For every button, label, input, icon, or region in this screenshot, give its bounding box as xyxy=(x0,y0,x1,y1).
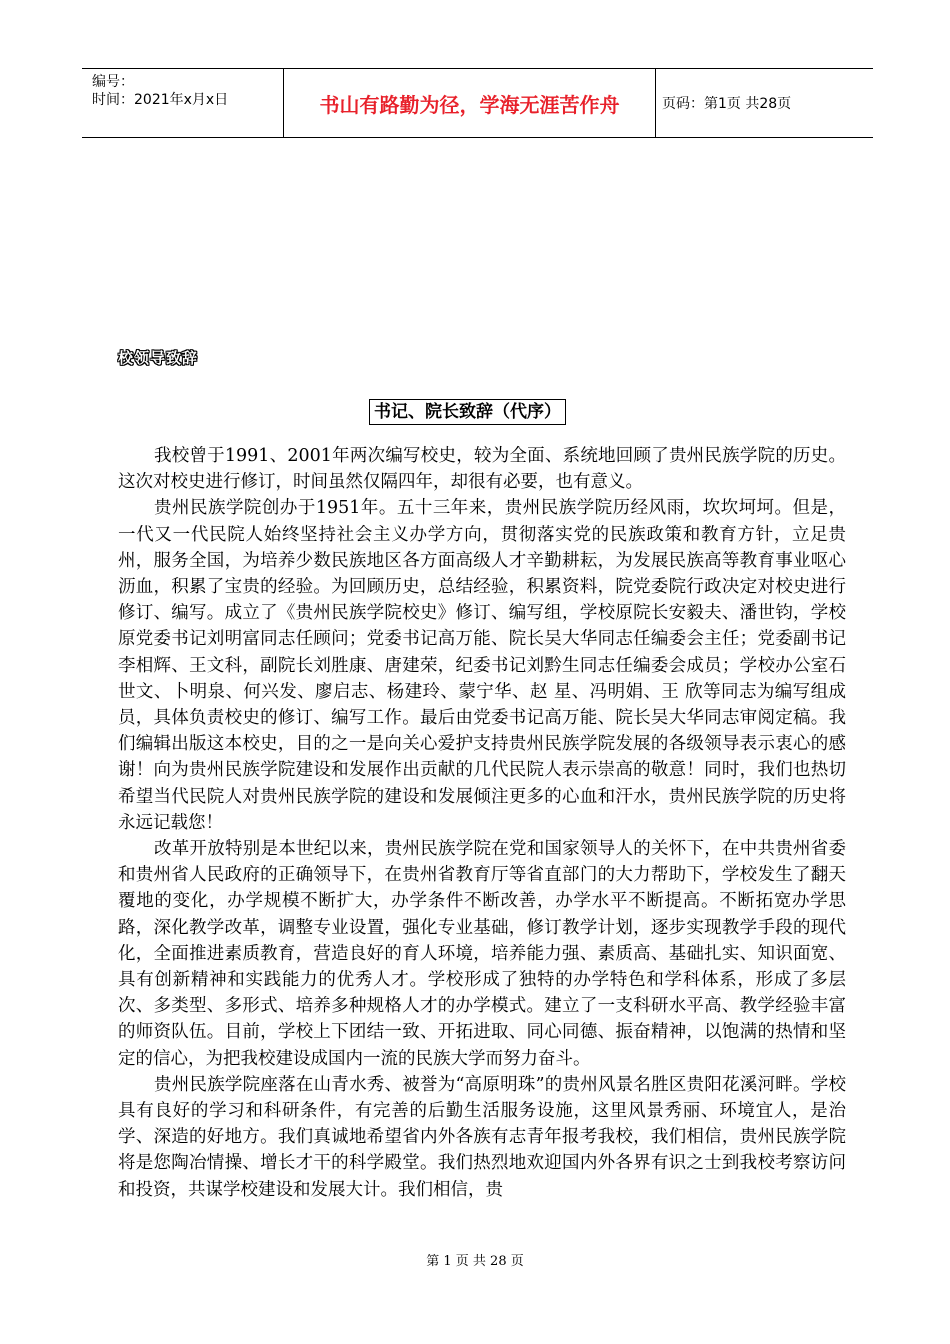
number-label: 编号： xyxy=(92,74,134,90)
page-info: 页码：第1页 共28页 xyxy=(662,96,792,112)
paragraph: 贵州民族学院座落在山青水秀、被誉为“高原明珠”的贵州风景名胜区贵阳花溪河畔。学校具有良好的学习和科研条件，有完善的后勤生活服务设施，这里风景秀丽、环境宜人，是治学、深造的好地方。我们真诚地希望省内外各族有志青年报考我校，我们相信，贵州民族学院将是您陶冶情操、增长才干的科学殿堂。我们热烈地欢迎国内外各界有识之士到我校考察访问和投资，共谋学校建设和发展大计。我们相信，贵 xyxy=(118,1074,846,1200)
paragraph: 改革开放特别是本世纪以来，贵州民族学院在党和国家领导人的关怀下，在中共贵州省委和贵州省人民政府的正确领导下，在贵州省教育厅等省直部门的大力帮助下，学校发生了翻天覆地的变化，办学规模不断扩大，办学条件不断改善，办学水平不断提高。不断拓宽办学思路，深化教学改革，调整专业设置，强化专业基础，修订教学计划，逐步实现教学手段的现代化，全面推进素质教育，营造良好的育人环境，培养能力强、素质高、基础扎实、知识面宽、具有创新精神和实践能力的优秀人才。学校形成了独特的办学特色和学科体系，形成了多层次、多类型、多形式、培养多种规格人才的办学模式。建立了一支科研水平高、教学经验丰富的师资队伍。目前，学校上下团结一致、开拓进取、同心同德、振奋精神，以饱满的热情和坚定的信心，为把我校建设成国内一流的民族大学而努力奋斗。 xyxy=(118,839,846,1069)
page-footer: 第 1 页 共 28 页 xyxy=(426,1254,524,1269)
body-text xyxy=(118,443,846,1203)
motto: 书山有路勤为径，学海无涯苦作舟 xyxy=(284,69,656,137)
date-label: 时间：2021年x月x日 xyxy=(92,92,229,108)
header-table xyxy=(82,68,873,138)
paragraph: 我校曾于1991、2001年两次编写校史，较为全面、系统地回顾了贵州民族学院的历史。这次对校史进行修订，时间虽然仅隔四年，却很有必要，也有意义。 xyxy=(118,446,846,493)
header-meta xyxy=(82,69,284,137)
document-title: 书记、院长致辞（代序） xyxy=(369,399,566,425)
paragraph: 贵州民族学院创办于1951年。五十三年来，贵州民族学院历经风雨，坎坎坷坷。但是，一代又一代民院人始终坚持社会主义办学方向，贯彻落实党的民族政策和教育方针，立足贵州，服务全国，为培养少数民族地区各方面高级人才辛勤耕耘，为发展民族高等教育事业呕心沥血，积累了宝贵的经验。为回顾历史，总结经验，积累资料，院党委院行政决定对校史进行修订、编写。成立了《贵州民族学院校史》修订、编写组，学校原院长安毅夫、潘世钧，学校原党委书记刘明富同志任顾问；党委书记高万能、院长吴大华同志任编委会主任；党委副书记李相辉、王文科，副院长刘胜康、唐建荣，纪委书记刘黔生同志任编委会成员；学校办公室石世文、卜明泉、何兴发、廖启志、杨建玲、蒙宁华、赵 星、冯明娟、王 欣等同志为编写组成员，具体负责校史的修订、编写工作。最后由党委书记高万能、院长吴大华同志审阅定稿。我们编辑出版这本校史，目的之一是向关心爱护支持贵州民族学院发展的各级领导表示衷心的感谢！向为贵州民族学院建设和发展作出贡献的几代民院人表示崇高的敬意！同时，我们也热切希望当代民院人对贵州民族学院的建设和发展倾注更多的心血和汗水，贵州民族学院的历史将永远记载您！ xyxy=(118,498,846,833)
section-label: 校领导致辞 xyxy=(118,349,199,367)
